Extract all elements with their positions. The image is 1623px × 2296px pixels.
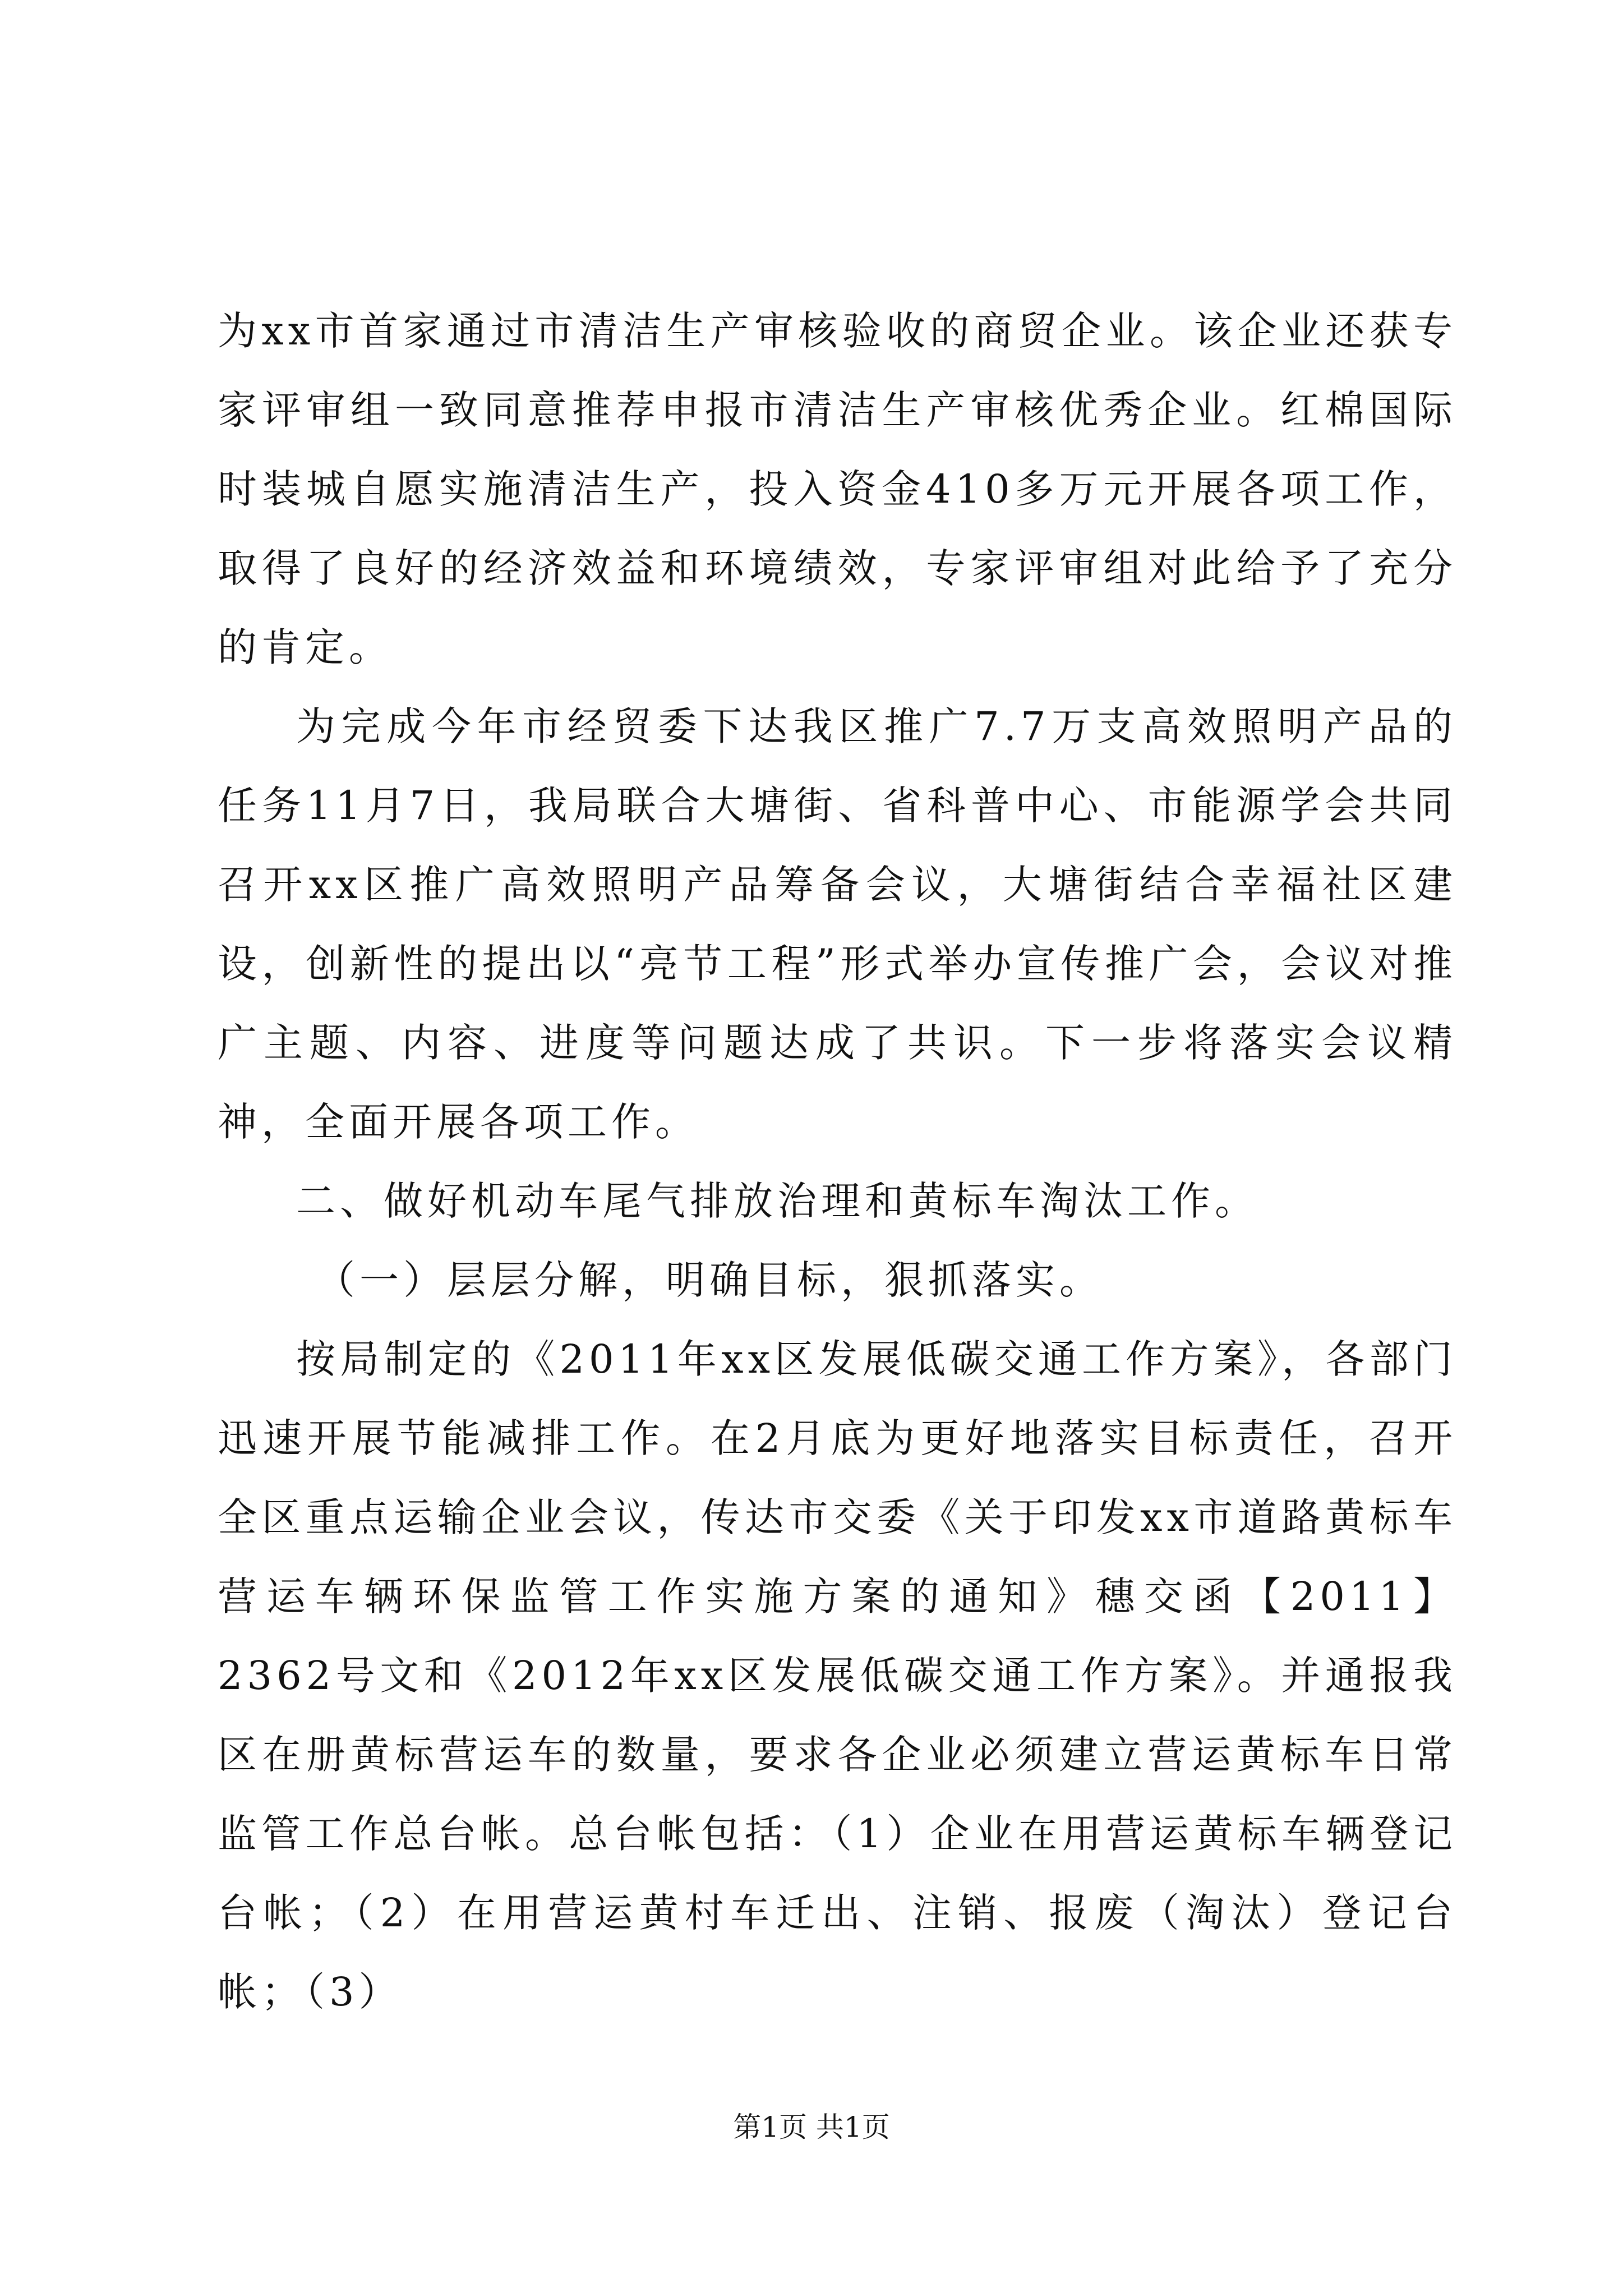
page-footer: 第1页 共1页 bbox=[733, 2111, 890, 2143]
paragraph-continuation: 为xx市首家通过市清洁生产审核验收的商贸企业。该企业还获专家评审组一致同意推荐申报市清洁生产审核优秀企业。红棉国际时装城自愿实施清洁生产，投入资金410多万元开展各项工作，取得了良好的经济效益和环境绩效，专家评审组对此给予了充分的肯定。 bbox=[218, 308, 1457, 670]
section-heading: 二、做好机动车尾气排放治理和黄标车淘汰工作。 bbox=[296, 1178, 1258, 1224]
subsection-heading: （一）层层分解，明确目标，狠抓落实。 bbox=[316, 1257, 1103, 1303]
paragraph-lighting-promotion: 为完成今年市经贸委下达我区推广7.7万支高效照明产品的任务11月7日，我局联合大塘街、省科普中心、市能源学会共同召开xx区推广高效照明产品筹备会议，大塘街结合幸福社区建设，创新性的提出以“亮节工程”形式举办宣传推广会，会议对推广主题、内容、进度等问题达成了共识。下一步将落实会议精神，全面开展各项工作。 bbox=[218, 703, 1457, 1145]
paragraph-low-carbon-plan: 按局制定的《2011年xx区发展低碳交通工作方案》，各部门迅速开展节能减排工作。在2月底为更好地落实目标责任，召开全区重点运输企业会议，传达市交委《关于印发xx市道路黄标车营运车辆环保监管工作实施方案的通知》穗交函【2011】2362号文和《2012年xx区发展低碳交通工作方案》。并通报我区在册黄标营运车的数量，要求各企业必须建立营运黄标车日常监管工作总台帐。总台帐包括：（1）企业在用营运黄标车辆登记台帐；（2）在用营运黄村车迁出、注销、报废（淘汰）登记台帐；（3） bbox=[218, 1336, 1457, 2015]
document-body bbox=[218, 292, 1457, 2032]
